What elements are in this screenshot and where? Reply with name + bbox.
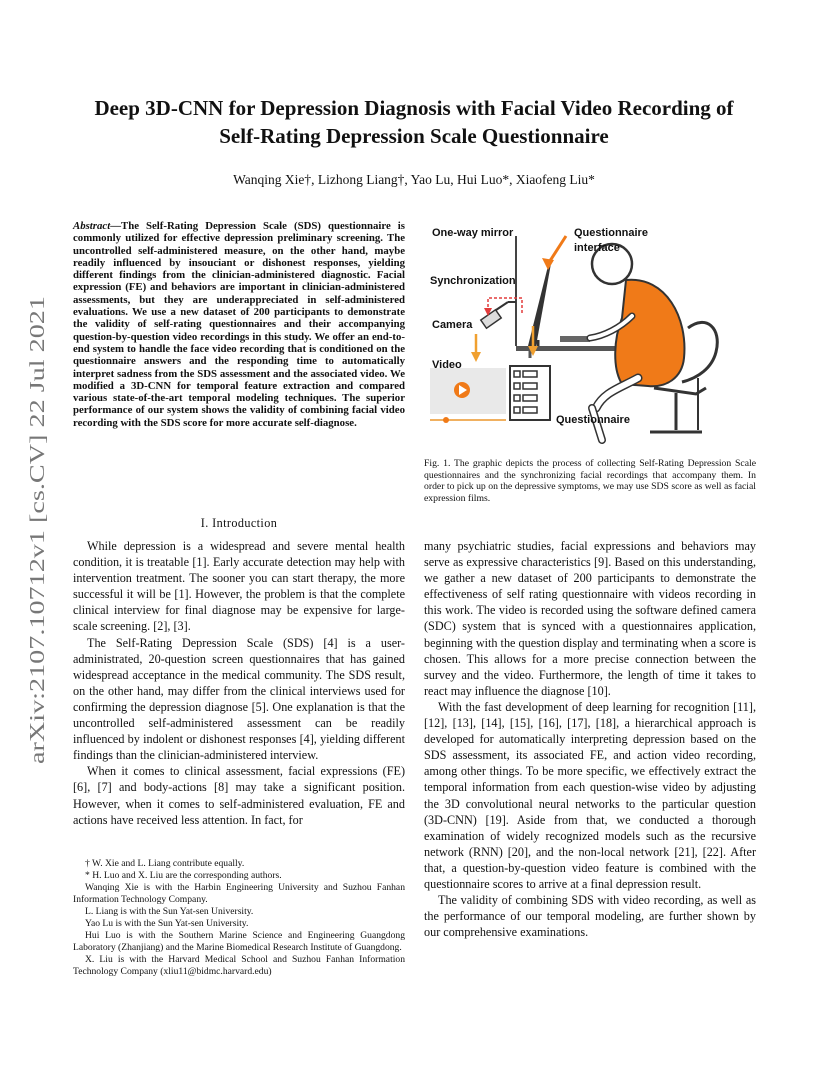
label-interface: interface: [574, 242, 620, 254]
intro-right-column: [424, 538, 756, 940]
intro-left-column: [73, 538, 405, 828]
paper-title: [70, 94, 758, 150]
label-synchronization: Synchronization: [430, 275, 516, 287]
arxiv-id-text: arXiv:2107.10712v1 [cs.CV] 22 Jul 2021: [25, 406, 49, 764]
abstract-text: —The Self-Rating Depression Scale (SDS) questionnaire is commonly utilized for effective depression preliminary screening. The uncontrolled self-administered measure, on the other hand, maybe readily influenced by insouciant or dishonest responses, yielding different findings from the clinician-administered diagnostic. Facial expression (FE) and behaviors are important in clinician-administered assessments, but they are underappreciated in self-administered evaluations. We use a new dataset of 200 participants to demonstrate the validity of self-rating questionnaires and their accompanying question-by-question video recordings in this study. We offer an end-to-end system to handle the face video recording that is conditioned on the questionnaire answers and the responding time to automatically interpret sadness from the SDS assessment and the associated video. We modified a 3D-CNN for temporal feature extraction and compared various state-of-the-art temporal modeling techniques. The superior performance of our system shows the validity of combining facial video recording with the SDS score for more accurate self-diagnose.: [73, 220, 405, 429]
label-camera: Camera: [432, 319, 473, 331]
monitor-icon: [528, 258, 552, 346]
intro-paragraph: When it comes to clinical assessment, facial expressions (FE) [6], [7] and body-actions [8] may take a significant position. However, when it comes to self-administered evaluation, FE and actions have received less attention. In fact, for: [73, 764, 405, 827]
intro-paragraph: While depression is a widespread and severe mental health condition, it is treatable [1]. Early accurate detection may help with intervention treatment. The sooner you can start therapy, the more successful it will be [1]. However, the problem is that the complete clinical interview for final diagnose may be expensive for large-scale screening. [2], [3].: [73, 539, 405, 634]
intro-paragraph: The Self-Rating Depression Scale (SDS) [4] is a user-administrated, 20-question screen questionnaires that has gained widespread acceptance in the medical community. The SDS result, on the other hand, may differ from the clinical interviews used for confirming the depression diagnose [5]. One explanation is that the uncontrolled self-administered assessment can be readily influenced by indolent or dishonest responses [4], yielding different findings than the clinician-administered interview.: [73, 635, 405, 763]
section-heading-introduction: I. Introduction: [200, 516, 278, 530]
footnote: Wanqing Xie is with the Harbin Engineering University and Suzhou Fanhan Information Technology Company.: [73, 882, 405, 905]
footnote: Yao Lu is with the Sun Yat-sen University.: [85, 918, 249, 929]
title-line-2: Self-Rating Depression Scale Questionnaire: [219, 124, 609, 148]
intro-paragraph: With the fast development of deep learning for recognition [11], [12], [13], [14], [15], [16], [17], [18], a hierarchical approach is developed for automatically interpreting depression based on the SDS assessment, its associated FE, and action video recording, among other things. To be more specific, we effectively extract the temporal information from each question-wise video by adjusting the 3D convolutional neural networks to the particular question (3D-CNN) [19]. Aside from that, we conducted a thorough examination of widely recognized models such as the recursive network (RNN) [20], and the non-local network [21], [22]. After that, a question-by-question video feature is combined with the questionnaire scores to arrive at a final depression result.: [424, 699, 756, 891]
label-questionnaire: Questionnaire: [556, 414, 630, 426]
figure-caption: Fig. 1. The graphic depicts the process of collecting Self-Rating Depression Scale questionnaires and the synchronizing facial recordings that accompany them. In order to pick up on the depressive symptoms, we may use SDS score as well as facial expression films.: [424, 458, 756, 504]
footnotes: [73, 858, 405, 978]
title-line-1: Deep 3D-CNN for Depression Diagnosis with Facial Video Recording of: [94, 96, 734, 120]
footnote: X. Liu is with the Harvard Medical School and Suzhou Fanhan Information Technology Company (xliu11@bidmc.harvard.edu): [73, 954, 405, 977]
participant-figure: [615, 280, 684, 387]
video-arrow: [471, 352, 481, 362]
footnote: L. Liang is with the Sun Yat-sen University.: [85, 906, 254, 917]
label-one-way-mirror: One-way mirror: [432, 227, 514, 239]
abstract-label: Abstract: [73, 220, 111, 232]
chair-icon: [682, 322, 717, 382]
label-video: Video: [432, 359, 462, 371]
footnote: † W. Xie and L. Liang contribute equally.: [85, 858, 245, 869]
intro-paragraph: many psychiatric studies, facial expressions and behaviors may serve as expressive characteristics [9]. Based on this understanding, we gather a new dataset of 200 participants to demonstrate the effectiveness of self rating questionnaire with videos recording in this work. The video is recorded using the software defined camera (SDC) system that is synced with a questionnaires application, beginning with the question display and terminating when a score is chosen. This allows for a more precise connection between the survey and the video. Furthermore, the length of time it takes to react may influence the diagnose [10].: [424, 539, 756, 698]
abstract: [73, 220, 405, 429]
camera-icon: [481, 302, 516, 328]
footnote: * H. Luo and X. Liu are the corresponding authors.: [85, 870, 282, 881]
arxiv-identifier-stamp: [22, 294, 52, 764]
questionnaire-form-icon: [510, 366, 550, 420]
footnote: Hui Luo is with the Southern Marine Science and Engineering Guangdong Laboratory (Zhanjiang) and the Marine Biomedical Research Institute of Guangdong.: [73, 930, 405, 953]
figure-1-illustration: [426, 218, 756, 450]
author-list: Wanqing Xie†, Lizhong Liang†, Yao Lu, Hui Luo*, Xiaofeng Liu*: [233, 172, 595, 187]
intro-paragraph: The validity of combining SDS with video recording, as well as the performance of our temporal modeling, are further shown by our comprehensive examinations.: [424, 893, 756, 940]
label-questionnaire-interface: Questionnaire: [574, 227, 648, 239]
